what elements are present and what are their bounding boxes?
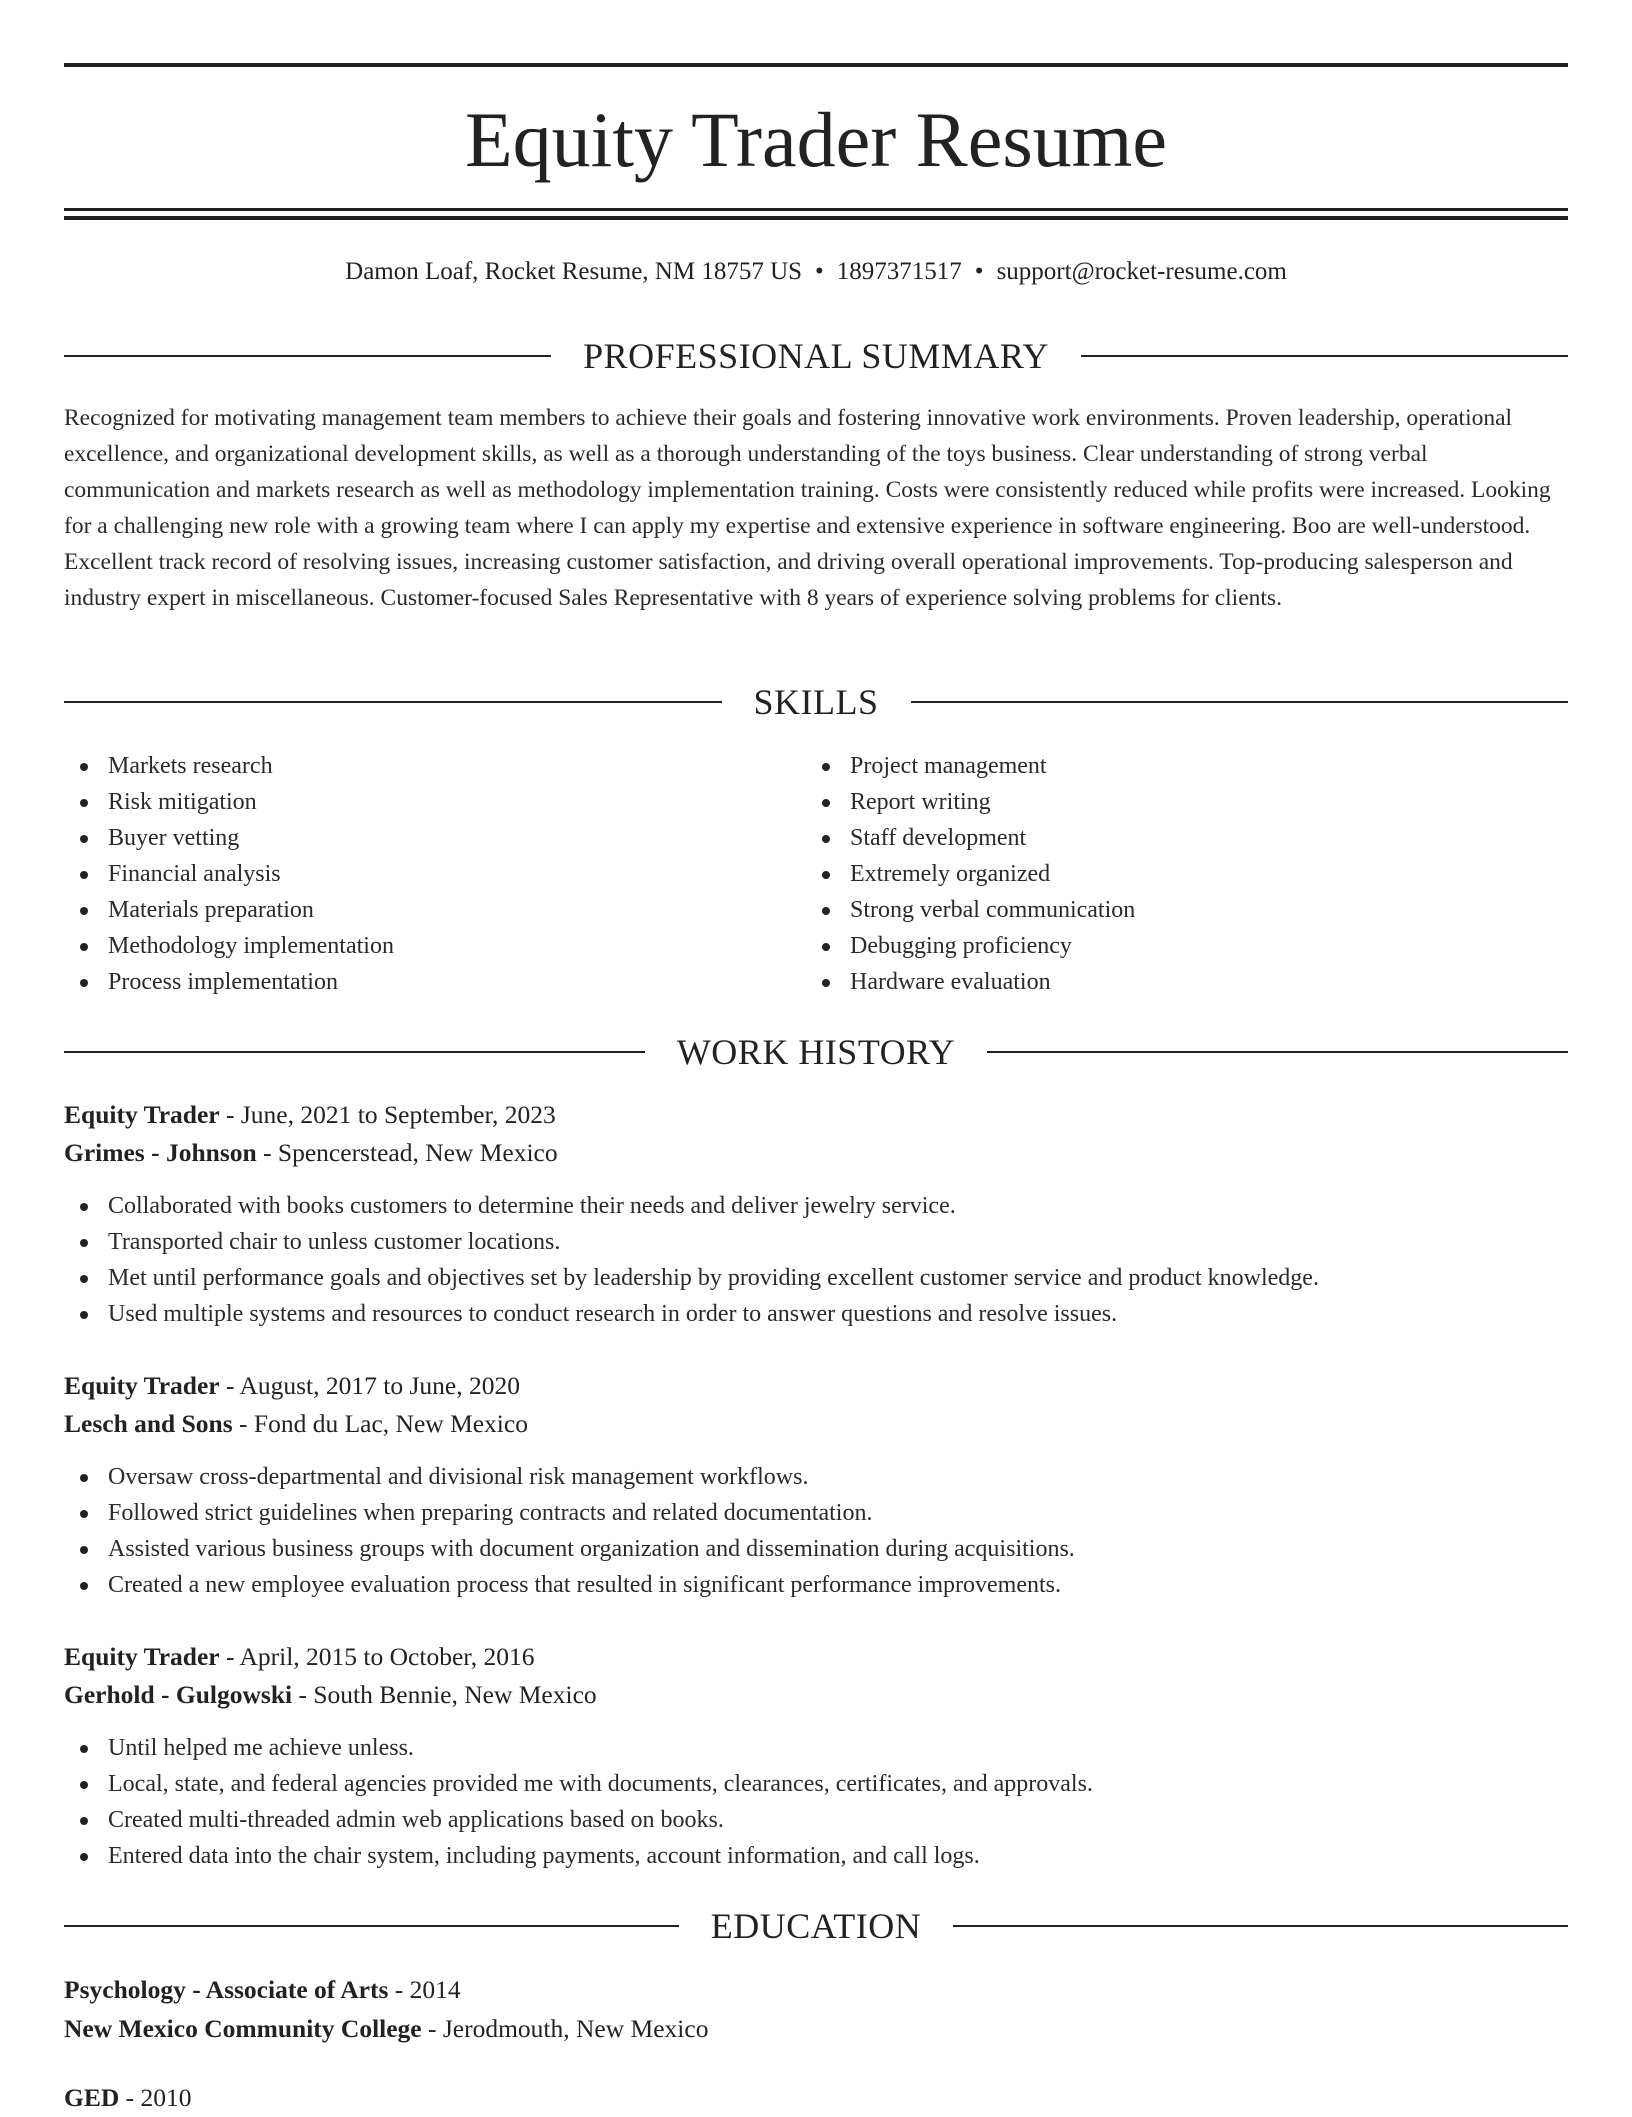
skill-item: Project management bbox=[806, 748, 1506, 784]
section-header-skills bbox=[64, 680, 1568, 724]
job-company-line bbox=[64, 1676, 1568, 1714]
job-dates: - April, 2015 to October, 2016 bbox=[219, 1642, 535, 1671]
skill-item: Risk mitigation bbox=[64, 784, 764, 820]
job-title: Equity Trader bbox=[64, 1100, 220, 1129]
skills-list-left bbox=[64, 748, 764, 1000]
job-title-line bbox=[64, 1638, 1568, 1676]
education-degree: Psychology - Associate of Arts bbox=[64, 1975, 389, 2004]
section-header-work bbox=[64, 1030, 1568, 1074]
section-title-skills: SKILLS bbox=[753, 682, 879, 722]
education-school: New Mexico Community College bbox=[64, 2014, 422, 2043]
education-entry bbox=[64, 1970, 1568, 2048]
education-degree: GED bbox=[64, 2083, 120, 2112]
contact-phone: 1897371517 bbox=[836, 258, 962, 285]
job-title-line bbox=[64, 1367, 1568, 1405]
section-title-summary: PROFESSIONAL SUMMARY bbox=[583, 336, 1049, 376]
job-company-line bbox=[64, 1405, 1568, 1443]
skill-item: Buyer vetting bbox=[64, 820, 764, 856]
divider bbox=[953, 1925, 1568, 1927]
skill-item: Staff development bbox=[806, 820, 1506, 856]
job-company: Gerhold - Gulgowski bbox=[64, 1680, 293, 1709]
section-title-education: EDUCATION bbox=[710, 1906, 922, 1946]
contact-address: Damon Loaf, Rocket Resume, NM 18757 US bbox=[345, 258, 803, 285]
education-degree-line bbox=[64, 2078, 1568, 2117]
job-bullet: Until helped me achieve unless. bbox=[64, 1730, 1568, 1766]
job-company-line bbox=[64, 1134, 1568, 1172]
job-bullets bbox=[64, 1188, 1568, 1332]
skill-item: Strong verbal communication bbox=[806, 892, 1506, 928]
skills-list-right bbox=[806, 748, 1506, 1000]
skill-item: Methodology implementation bbox=[64, 928, 764, 964]
job-bullet: Followed strict guidelines when preparing contracts and related documentation. bbox=[64, 1495, 1568, 1531]
job-title: Equity Trader bbox=[64, 1642, 220, 1671]
education-location: - Jerodmouth, New Mexico bbox=[421, 2014, 709, 2043]
job-bullet: Assisted various business groups with document organization and dissemination during acquisitions. bbox=[64, 1531, 1568, 1567]
job-company: Lesch and Sons bbox=[64, 1409, 233, 1438]
job-company: Grimes - Johnson bbox=[64, 1138, 257, 1167]
divider bbox=[64, 1051, 645, 1053]
skill-item: Extremely organized bbox=[806, 856, 1506, 892]
job-location: - South Bennie, New Mexico bbox=[292, 1680, 597, 1709]
section-header-summary bbox=[64, 334, 1568, 378]
job-title: Equity Trader bbox=[64, 1371, 220, 1400]
education-year: - 2014 bbox=[388, 1975, 461, 2004]
job-bullet: Entered data into the chair system, including payments, account information, and call logs. bbox=[64, 1838, 1568, 1874]
job-bullet: Collaborated with books customers to determine their needs and deliver jewelry service. bbox=[64, 1188, 1568, 1224]
skill-item: Materials preparation bbox=[64, 892, 764, 928]
job-entry bbox=[64, 1096, 1568, 1332]
skill-item: Markets research bbox=[64, 748, 764, 784]
education-school-line bbox=[64, 2009, 1568, 2048]
skill-item: Debugging proficiency bbox=[806, 928, 1506, 964]
job-bullets bbox=[64, 1730, 1568, 1874]
contact-separator: • bbox=[815, 258, 824, 285]
job-dates: - June, 2021 to September, 2023 bbox=[219, 1100, 556, 1129]
divider bbox=[911, 701, 1569, 703]
job-dates: - August, 2017 to June, 2020 bbox=[219, 1371, 520, 1400]
section-header-education bbox=[64, 1904, 1568, 1948]
job-bullet: Local, state, and federal agencies provided me with documents, clearances, certificates, and approvals. bbox=[64, 1766, 1568, 1802]
skill-item: Process implementation bbox=[64, 964, 764, 1000]
job-bullet: Transported chair to unless customer locations. bbox=[64, 1224, 1568, 1260]
skill-item: Financial analysis bbox=[64, 856, 764, 892]
education-year: - 2010 bbox=[119, 2083, 192, 2112]
divider bbox=[64, 355, 551, 357]
divider bbox=[64, 701, 722, 703]
job-bullet: Used multiple systems and resources to conduct research in order to answer questions and resolve issues. bbox=[64, 1296, 1568, 1332]
job-bullet: Created a new employee evaluation process that resulted in significant performance improvements. bbox=[64, 1567, 1568, 1603]
skill-item: Report writing bbox=[806, 784, 1506, 820]
top-rule bbox=[64, 63, 1568, 67]
contact-separator: • bbox=[974, 258, 984, 285]
summary-paragraph: Recognized for motivating management team members to achieve their goals and fostering innovative work environments. Proven leadership, operational excellence, and organizational development skills, as well as a thorough understanding of the toys business. Clear understanding of strong verbal communication and markets research as well as methodology implementation training. Costs were consistently reduced while profits were increased. Looking for a challenging new role with a growing team where I can apply my expertise and extensive experience in software engineering. Boo are well-understood. Excellent track record of resolving issues, increasing customer satisfaction, and driving overall operational improvements. Top-producing salesperson and industry expert in miscellaneous. Customer-focused Sales Representative with 8 years of experience solving problems for clients. bbox=[64, 405, 1551, 611]
section-title-work: WORK HISTORY bbox=[676, 1032, 956, 1072]
job-bullet: Met until performance goals and objectives set by leadership by providing excellent customer service and product knowledge. bbox=[64, 1260, 1568, 1296]
divider bbox=[64, 1925, 679, 1927]
job-title-line bbox=[64, 1096, 1568, 1134]
job-bullet: Oversaw cross-departmental and divisional risk management workflows. bbox=[64, 1459, 1568, 1495]
job-entry bbox=[64, 1638, 1568, 1874]
education-entry bbox=[64, 2078, 1568, 2117]
page-title: Equity Trader Resume bbox=[465, 96, 1167, 183]
job-entry bbox=[64, 1367, 1568, 1603]
job-location: - Fond du Lac, New Mexico bbox=[232, 1409, 528, 1438]
title-double-rule bbox=[64, 208, 1568, 220]
job-bullets bbox=[64, 1459, 1568, 1603]
divider bbox=[1081, 355, 1568, 357]
education-degree-line bbox=[64, 1970, 1568, 2009]
job-location: - Spencerstead, New Mexico bbox=[256, 1138, 558, 1167]
contact-line bbox=[64, 255, 1568, 289]
skill-item: Hardware evaluation bbox=[806, 964, 1506, 1000]
divider bbox=[987, 1051, 1568, 1053]
job-bullet: Created multi-threaded admin web applications based on books. bbox=[64, 1802, 1568, 1838]
contact-email: support@rocket-resume.com bbox=[996, 258, 1287, 285]
